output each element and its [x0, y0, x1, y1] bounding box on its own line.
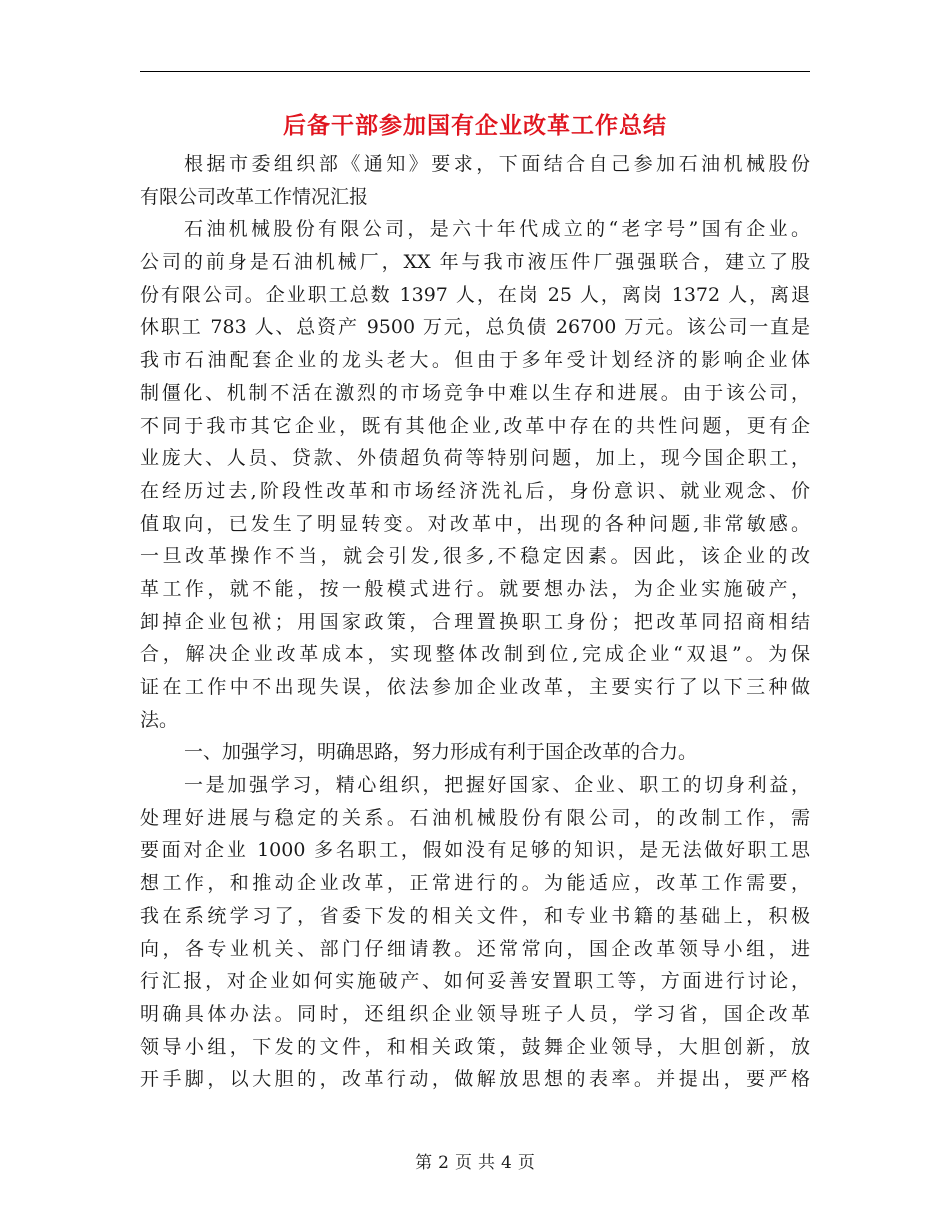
footer-prefix: 第 — [415, 1153, 433, 1173]
text-line: 处理好进展与稳定的关系。石油机械股份有限公司，的改制工作，需 — [140, 806, 810, 829]
document-title: 后备干部参加国有企业改革工作总结 — [283, 112, 667, 139]
footer-total-word: 共 — [478, 1153, 495, 1173]
text-line: 证在工作中不出现失误，依法参加企业改革，主要实行了以下三种做 — [140, 676, 810, 698]
text-line: 革工作，就不能，按一般模式进行。就要想办法，为企业实施破产， — [140, 577, 810, 600]
text-line: 不同于我市其它企业，既有其他企业,改革中存在的共性问题，更有企 — [140, 414, 810, 437]
text-line: 明确具体办法。同时，还组织企业领导班子人员，学习省，国企改革 — [140, 1002, 810, 1025]
text-line: 卸掉企业包袱；用国家政策，合理置换职工身份；把改革同招商相结 — [140, 610, 810, 633]
text-line: 法。 — [140, 708, 179, 731]
text-line: 我市石油配套企业的龙头老大。但由于多年受计划经济的影响企业体 — [140, 349, 810, 372]
document-body — [140, 148, 810, 1096]
footer-suffix: 页 — [517, 1153, 535, 1173]
text-line: 公司的前身是石油机械厂，XX 年与我市液压件厂强强联合，建立了股 — [140, 251, 810, 274]
text-line: 想工作，和推动企业改革，正常进行的。为能适应，改革工作需要， — [140, 872, 810, 895]
footer-page-word: 页 — [455, 1153, 472, 1173]
text-line: 开手脚，以大胆的，改革行动，做解放思想的表率。并提出，要严格 — [140, 1068, 810, 1091]
text-line: 要面对企业 1000 多名职工，假如没有足够的知识，是无法做好职工思 — [140, 839, 810, 862]
text-line: 石油机械股份有限公司，是六十年代成立的“老字号”国有企业。 — [184, 218, 810, 241]
text-line: 领导小组，下发的文件，和相关政策，鼓舞企业领导，大胆创新，放 — [140, 1035, 810, 1058]
page-footer — [0, 1151, 950, 1175]
text-line: 份有限公司。企业职工总数 1397 人，在岗 25 人，离岗 1372 人，离退 — [140, 283, 810, 306]
footer-total-pages: 4 — [501, 1153, 512, 1173]
text-line: 值取向，已发生了明显转变。对改革中，出现的各种问题,非常敏感。 — [140, 512, 810, 535]
footer-current-page: 2 — [438, 1153, 449, 1173]
text-line: 制僵化、机制不活在激烈的市场竞争中难以生存和进展。由于该公司， — [140, 381, 810, 404]
text-line: 根据市委组织部《通知》要求，下面结合自己参加石油机械股份 — [184, 153, 810, 175]
text-line: 有限公司改革工作情况汇报 — [140, 185, 369, 208]
text-line: 在经历过去,阶段性改革和市场经济洗礼后，身份意识、就业观念、价 — [140, 479, 810, 502]
text-line: 行汇报，对企业如何实施破产、如何妥善安置职工等，方面进行讨论， — [140, 970, 810, 993]
text-line: 休职工 783 人、总资产 9500 万元，总负债 26700 万元。该公司一直是 — [140, 316, 810, 339]
text-line: 一、加强学习，明确思路，努力形成有利于国企改革的合力。 — [184, 741, 698, 764]
text-line: 一是加强学习，精心组织，把握好国家、企业、职工的切身利益， — [184, 774, 810, 797]
text-line: 我在系统学习了，省委下发的相关文件，和专业书籍的基础上，积极 — [140, 904, 810, 927]
text-line: 合，解决企业改革成本，实现整体改制到位,完成企业“双退”。为保 — [140, 643, 810, 666]
text-line: 业庞大、人员、贷款、外债超负荷等特别问题，加上，现今国企职工， — [140, 447, 810, 470]
text-line: 向，各专业机关、部门仔细请教。还常常向，国企改革领导小组，进 — [140, 937, 810, 960]
header-rule — [140, 71, 810, 72]
text-line: 一旦改革操作不当，就会引发,很多,不稳定因素。因此，该企业的改 — [140, 545, 810, 568]
